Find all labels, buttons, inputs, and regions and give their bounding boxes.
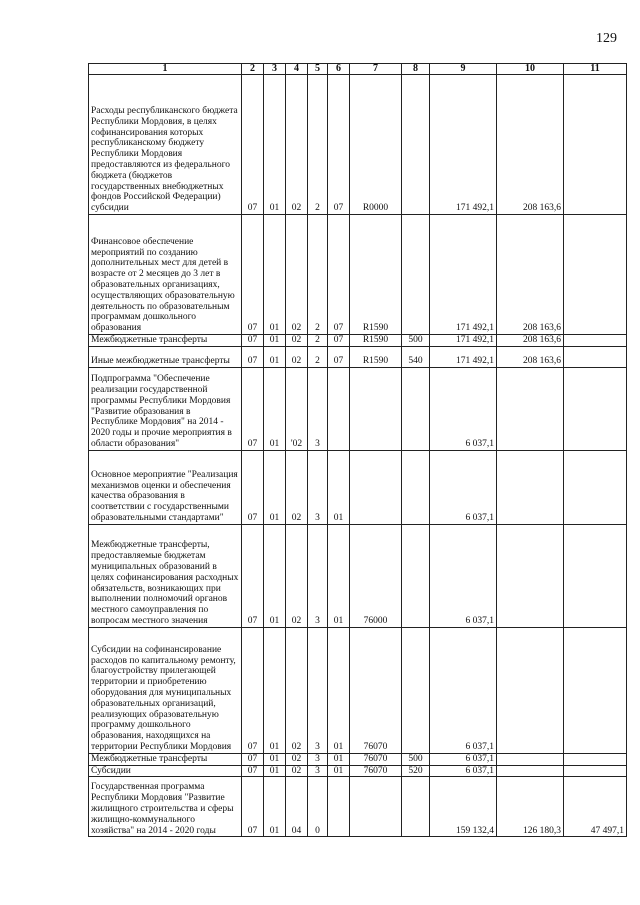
amount-col10 — [497, 627, 564, 753]
code-expense-type — [402, 450, 430, 524]
amount-col10 — [497, 765, 564, 777]
amount-col11 — [564, 450, 627, 524]
code-program: 02 — [286, 753, 308, 765]
code-subsection: 01 — [264, 75, 286, 215]
column-header: 7 — [350, 64, 402, 75]
table-row — [89, 765, 627, 777]
code-program: 02 — [286, 627, 308, 753]
code-expense-type — [402, 215, 430, 335]
table-row — [89, 524, 627, 627]
row-name: Финансовое обеспечение мероприятий по созданию дополнительных мест для детей в возрасте от 2 месяцев до 3 лет в образовательных организациях, осуществляющих образовательную деятельность по образовательным программам дошкольного образования — [89, 215, 242, 335]
code-section: 07 — [242, 75, 264, 215]
amount-col11 — [564, 367, 627, 450]
code-measure: 01 — [328, 627, 350, 753]
amount-col10: 208 163,6 — [497, 335, 564, 347]
column-header: 11 — [564, 64, 627, 75]
row-name: Межбюджетные трансферты, предоставляемые бюджетам муниципальных образований в целях софинансирования расходных обязательств, возникающих при выполнении полномочий органов местного самоуправления по вопросам местного значения — [89, 524, 242, 627]
code-subsection: 01 — [264, 346, 286, 367]
code-section: 07 — [242, 215, 264, 335]
row-name: Субсидии — [89, 765, 242, 777]
code-direction: 76070 — [350, 753, 402, 765]
amount-col10 — [497, 450, 564, 524]
code-section: 07 — [242, 777, 264, 837]
code-expense-type: 520 — [402, 765, 430, 777]
code-subprogram: 0 — [308, 777, 328, 837]
code-expense-type — [402, 367, 430, 450]
code-expense-type — [402, 777, 430, 837]
code-subprogram: 3 — [308, 627, 328, 753]
code-subsection: 01 — [264, 777, 286, 837]
code-program: 02 — [286, 450, 308, 524]
amount-col9: 6 037,1 — [430, 450, 497, 524]
amount-col11 — [564, 346, 627, 367]
code-direction: R0000 — [350, 75, 402, 215]
code-subsection: 01 — [264, 215, 286, 335]
code-expense-type — [402, 75, 430, 215]
code-subprogram: 3 — [308, 450, 328, 524]
amount-col9: 159 132,4 — [430, 777, 497, 837]
amount-col11 — [564, 215, 627, 335]
code-program: 02 — [286, 346, 308, 367]
code-subprogram: 2 — [308, 215, 328, 335]
amount-col11: 47 497,1 — [564, 777, 627, 837]
code-section: 07 — [242, 450, 264, 524]
code-subprogram: 2 — [308, 335, 328, 347]
amount-col11 — [564, 75, 627, 215]
code-subsection: 01 — [264, 367, 286, 450]
row-name: Основное мероприятие "Реализация механизмов оценки и обеспечения качества образования в соответствии с государственными образовательными стандартами" — [89, 450, 242, 524]
code-section: 07 — [242, 627, 264, 753]
code-direction: 76070 — [350, 627, 402, 753]
code-subprogram: 2 — [308, 75, 328, 215]
code-subsection: 01 — [264, 765, 286, 777]
code-section: 07 — [242, 335, 264, 347]
code-measure: 07 — [328, 75, 350, 215]
code-section: 07 — [242, 765, 264, 777]
code-section: 07 — [242, 346, 264, 367]
table-row — [89, 627, 627, 753]
column-header: 8 — [402, 64, 430, 75]
code-measure: 01 — [328, 753, 350, 765]
code-subsection: 01 — [264, 524, 286, 627]
table-row — [89, 346, 627, 367]
amount-col10: 208 163,6 — [497, 75, 564, 215]
code-expense-type: 500 — [402, 335, 430, 347]
column-header: 1 — [89, 64, 242, 75]
code-direction: R1590 — [350, 335, 402, 347]
code-program: '02 — [286, 367, 308, 450]
code-subsection: 01 — [264, 450, 286, 524]
amount-col11 — [564, 627, 627, 753]
code-program: 02 — [286, 524, 308, 627]
code-measure: 07 — [328, 346, 350, 367]
code-expense-type — [402, 524, 430, 627]
budget-table — [88, 63, 627, 837]
amount-col9: 6 037,1 — [430, 765, 497, 777]
table-row — [89, 450, 627, 524]
row-name: Межбюджетные трансферты — [89, 335, 242, 347]
code-direction: 76000 — [350, 524, 402, 627]
code-program: 02 — [286, 215, 308, 335]
column-header: 5 — [308, 64, 328, 75]
table-row — [89, 335, 627, 347]
code-subprogram: 3 — [308, 367, 328, 450]
table-row — [89, 753, 627, 765]
code-subsection: 01 — [264, 627, 286, 753]
code-direction — [350, 777, 402, 837]
column-header: 6 — [328, 64, 350, 75]
code-measure: 07 — [328, 335, 350, 347]
row-name: Расходы республиканского бюджета Республики Мордовия, в целях софинансирования которых республиканскому бюджету Республики Мордовия предоставляются из федерального бюджета (бюджетов государственных внебюджетных фондов Российской Федерации) субсидии — [89, 75, 242, 215]
code-direction: R1590 — [350, 215, 402, 335]
code-direction — [350, 367, 402, 450]
code-measure: 07 — [328, 215, 350, 335]
code-subprogram: 3 — [308, 765, 328, 777]
code-section: 07 — [242, 753, 264, 765]
page-number: 129 — [596, 31, 617, 46]
amount-col11 — [564, 524, 627, 627]
column-header: 9 — [430, 64, 497, 75]
table-row — [89, 215, 627, 335]
code-program: 02 — [286, 335, 308, 347]
code-subsection: 01 — [264, 335, 286, 347]
row-name: Иные межбюджетные трансферты — [89, 346, 242, 367]
amount-col9: 6 037,1 — [430, 627, 497, 753]
amount-col10: 208 163,6 — [497, 346, 564, 367]
row-name: Субсидии на софинансирование расходов по капитальному ремонту, благоустройству прилегающей территории и приобретению оборудования для муниципальных образовательных организаций, реализующих образовательную программу дошкольного образования, находящихся на территории Республики Мордовия — [89, 627, 242, 753]
column-header: 2 — [242, 64, 264, 75]
amount-col10: 208 163,6 — [497, 215, 564, 335]
table-row — [89, 75, 627, 215]
code-section: 07 — [242, 367, 264, 450]
code-section: 07 — [242, 524, 264, 627]
amount-col10 — [497, 524, 564, 627]
code-expense-type — [402, 627, 430, 753]
code-measure: 01 — [328, 524, 350, 627]
code-measure — [328, 367, 350, 450]
amount-col9: 171 492,1 — [430, 346, 497, 367]
amount-col9: 171 492,1 — [430, 215, 497, 335]
amount-col9: 171 492,1 — [430, 75, 497, 215]
code-subsection: 01 — [264, 753, 286, 765]
column-header: 10 — [497, 64, 564, 75]
column-header: 4 — [286, 64, 308, 75]
code-expense-type: 500 — [402, 753, 430, 765]
code-direction: R1590 — [350, 346, 402, 367]
row-name: Подпрограмма "Обеспечение реализации государственной программы Республики Мордовия "Развитие образования в Республике Мордовия" на 2014 - 2020 годы и прочие мероприятия в области образования" — [89, 367, 242, 450]
code-subprogram: 3 — [308, 524, 328, 627]
amount-col10: 126 180,3 — [497, 777, 564, 837]
row-name: Межбюджетные трансферты — [89, 753, 242, 765]
column-header: 3 — [264, 64, 286, 75]
code-measure: 01 — [328, 450, 350, 524]
amount-col10 — [497, 367, 564, 450]
amount-col11 — [564, 335, 627, 347]
code-direction: 76070 — [350, 765, 402, 777]
header-row — [89, 64, 627, 75]
row-name: Государственная программа Республики Мордовия "Развитие жилищного строительства и сферы жилищно-коммунального хозяйства" на 2014 - 2020 годы — [89, 777, 242, 837]
code-direction — [350, 450, 402, 524]
code-subprogram: 2 — [308, 346, 328, 367]
code-measure: 01 — [328, 765, 350, 777]
amount-col9: 6 037,1 — [430, 367, 497, 450]
code-subprogram: 3 — [308, 753, 328, 765]
code-program: 02 — [286, 75, 308, 215]
table-row — [89, 367, 627, 450]
code-expense-type: 540 — [402, 346, 430, 367]
code-measure — [328, 777, 350, 837]
amount-col9: 6 037,1 — [430, 524, 497, 627]
amount-col10 — [497, 753, 564, 765]
table-row — [89, 777, 627, 837]
amount-col11 — [564, 753, 627, 765]
amount-col11 — [564, 765, 627, 777]
amount-col9: 171 492,1 — [430, 335, 497, 347]
code-program: 02 — [286, 765, 308, 777]
amount-col9: 6 037,1 — [430, 753, 497, 765]
code-program: 04 — [286, 777, 308, 837]
